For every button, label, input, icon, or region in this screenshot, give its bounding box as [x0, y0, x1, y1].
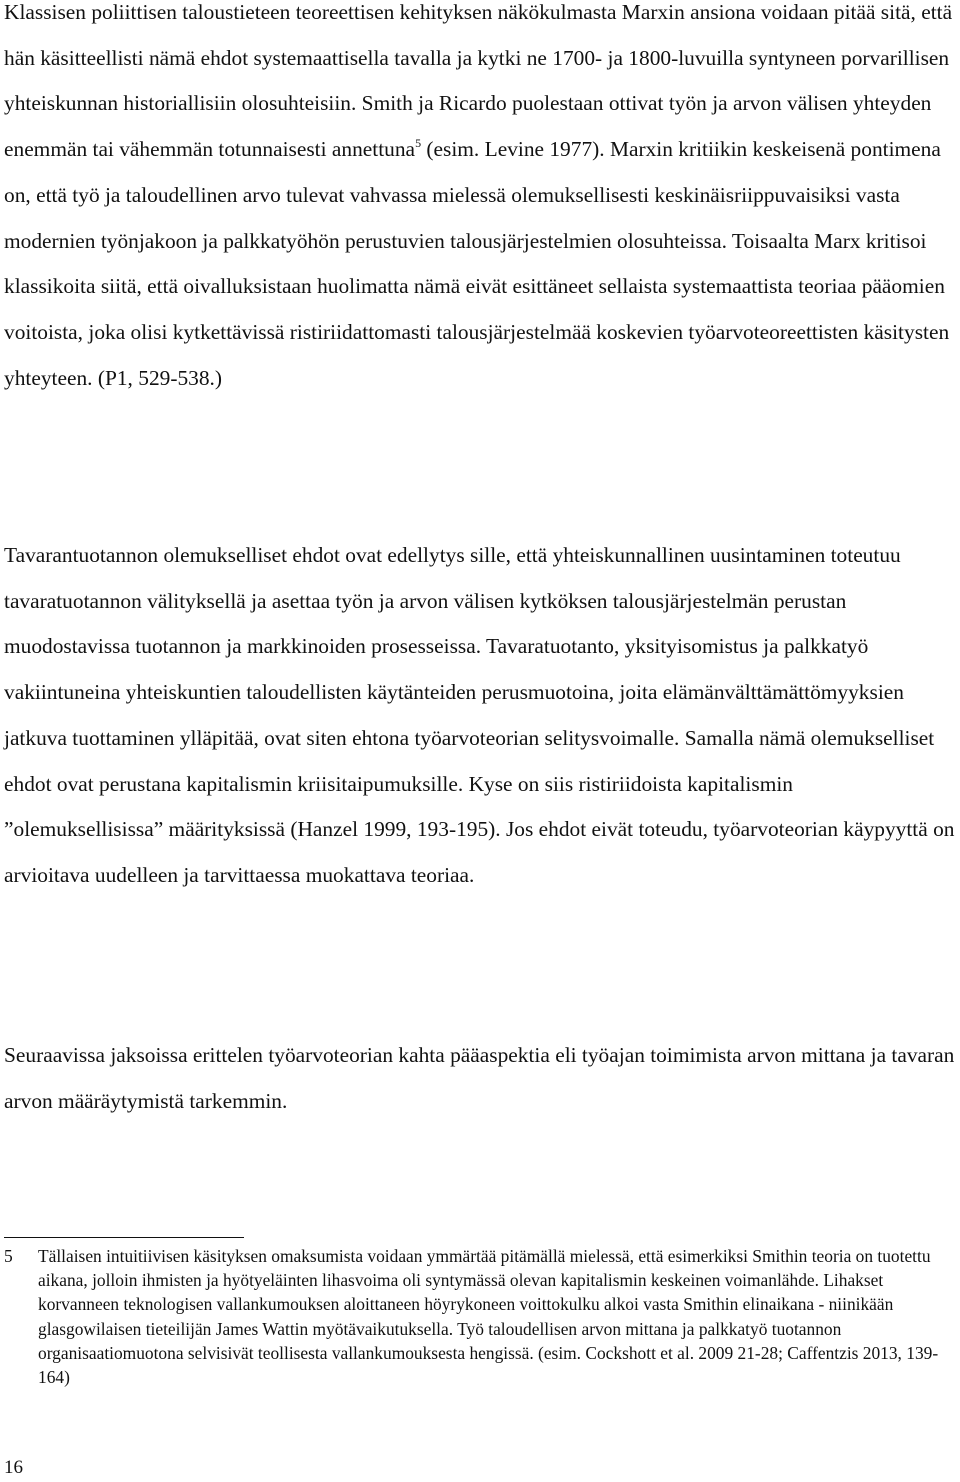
paragraph-1-text-start: Klassisen poliittisen taloustieteen teoreettisen kehityksen näkökulmasta Marxin ansiona voidaan pitää sitä, että hän käsitteellisti nämä ehdot systemaattisella tavalla ja kytki ne 1700- ja 1800-luvuilla syntyneen porvarillisen yhteiskunnan historiallisiin olosuhteisiin. Smith ja Ricardo puolestaan ottivat työn ja arvon välisen yhteyden enemmän tai vähemmän totunnaisesti annettuna — [4, 0, 953, 162]
page-number: 16 — [4, 1457, 23, 1478]
footnote-number: 5 — [4, 1246, 13, 1266]
footnote-separator-rule — [4, 1237, 244, 1238]
paragraph-1-text-end: (esim. Levine 1977). Marxin kritiikin keskeisenä pontimena on, että työ ja taloudellinen arvo tulevat vahvassa mielessä olemuksellisesti keskinäisriippuvaisiksi vasta modernien työnjakoon ja palkkatyöhön perustuvien talousjärjestelmien olosuhteissa. Toisaalta Marx kritisoi klassikoita siitä, että oivalluksistaan huolimatta nämä eivät esittäneet sellaista systemaattista teoriaa pääomien voitoista, joka olisi kytkettävissä ristiriidattomasti talousjärjestelmää koskevien työarvoteoreettisten käsitysten yhteyteen. (P1, 529-538.) — [4, 137, 950, 390]
body-paragraph-3: Seuraavissa jaksoissa erittelen työarvoteorian kahta pääaspektia eli työajan toimimista arvon mittana ja tavaran arvon määräytymistä tarkemmin. — [4, 1043, 955, 1113]
body-paragraph-1 — [4, 0, 956, 401]
footnote-reference-5[interactable]: 5 — [415, 136, 422, 151]
body-paragraph-2: Tavarantuotannon olemukselliset ehdot ovat edellytys sille, että yhteiskunnallinen uusintaminen toteutuu tavaratuotannon välityksellä ja asettaa työn ja arvon välisen kytköksen talousjärjestelmän perustan muodostavissa tuotannon ja markkinoiden prosesseissa. Tavaratuotanto, yksityisomistus ja palkkatyö vakiintuneina yhteiskuntien taloudellisten käytänteiden perusmuotoina, joita elämänvälttämättömyyksien jatkuva tuottaminen ylläpitää, ovat siten ehtona työarvoteorian selitysvoimalle. Samalla nämä olemukselliset ehdot ovat perustana kapitalismin kriisitaipumuksille. Kyse on siis ristiriidoista kapitalismin ”olemuksellisissa” määrityksissä (Hanzel 1999, 193-195). Jos ehdot eivät toteudu, työarvoteorian käypyyttä on arvioitava uudelleen ja tarvittaessa muokattava teoriaa. — [4, 543, 955, 887]
footnote-text: Tällaisen intuitiivisen käsityksen omaksumista voidaan ymmärtää pitämällä mielessä, että esimerkiksi Smithin teoria on tuotettu aikana, jolloin ihmisten ja hyötyeläinten lihasvoima oli syntymässä olevan kapitalismin keskeinen voimanlähde. Lihakset korvanneen teknologisen vallankumouksen aloittaneen höyrykoneen voittokulku alkoi vasta Smithin elinaikana - niinikään glasgowilaisen tieteilijän James Wattin myötävaikutuksella. Työ taloudellisen arvon mittana ja palkkatyö tuotannon organisaatiomuotona selvisivät teollisesta vallankumouksesta hengissä. (esim. Cockshott et al. 2009 21-28; Caffentzis 2013, 139-164) — [38, 1246, 939, 1388]
